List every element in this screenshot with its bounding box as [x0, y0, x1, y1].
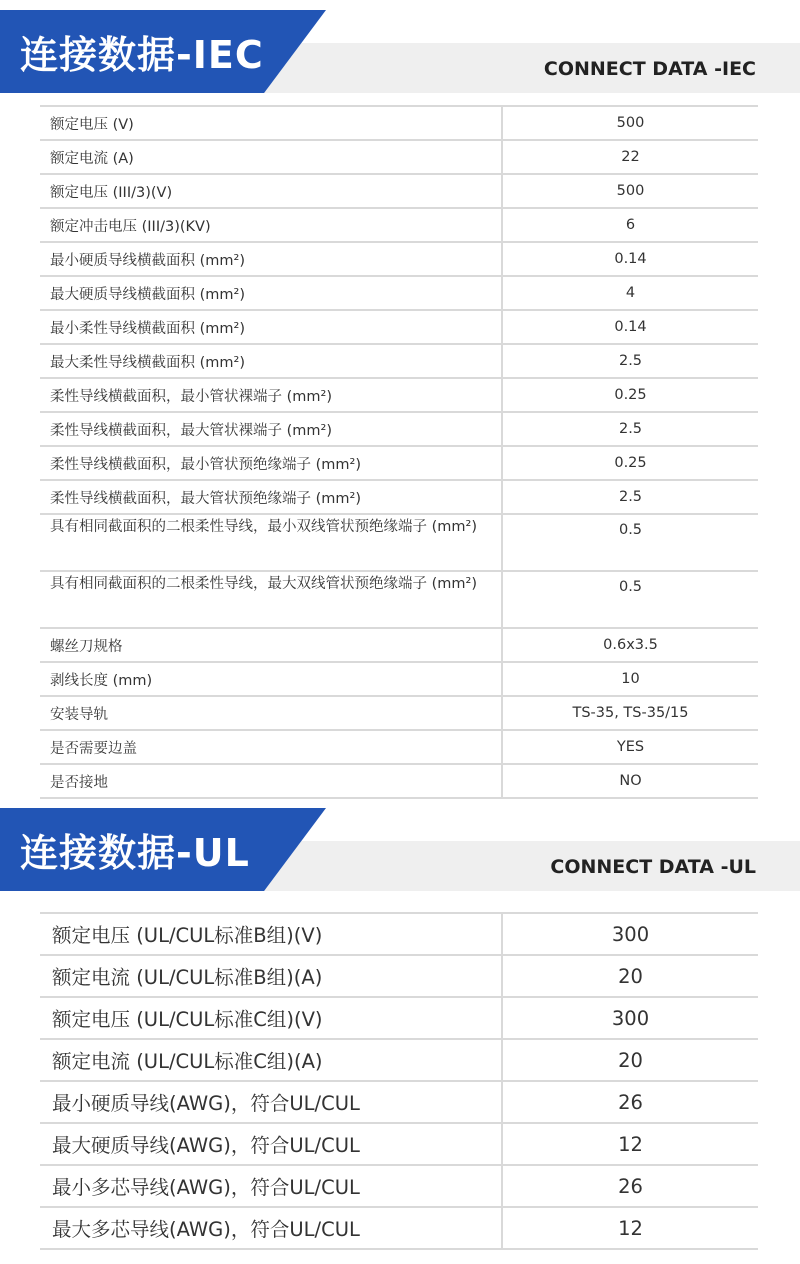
table-row — [40, 913, 758, 955]
iec-data-table — [40, 105, 758, 799]
row-label: 最大多芯导线(AWG)，符合UL/CUL — [40, 1207, 502, 1249]
table-row — [40, 730, 758, 764]
row-value: 500 — [502, 174, 758, 208]
table-row — [40, 662, 758, 696]
table-row — [40, 106, 758, 140]
row-value: 0.14 — [502, 242, 758, 276]
row-value: 0.6x3.5 — [502, 628, 758, 662]
row-value: 0.14 — [502, 310, 758, 344]
table-row — [40, 955, 758, 997]
row-value: 12 — [502, 1207, 758, 1249]
row-value: 26 — [502, 1081, 758, 1123]
row-label: 具有相同截面积的二根柔性导线，最大双线管状预绝缘端子 (mm²) — [40, 571, 502, 628]
table-row — [40, 1207, 758, 1249]
row-label: 具有相同截面积的二根柔性导线，最小双线管状预绝缘端子 (mm²) — [40, 514, 502, 571]
table-row — [40, 378, 758, 412]
row-label: 最小多芯导线(AWG)，符合UL/CUL — [40, 1165, 502, 1207]
row-label: 额定电流 (A) — [40, 140, 502, 174]
row-label: 额定冲击电压 (III/3)(KV) — [40, 208, 502, 242]
row-value: 500 — [502, 106, 758, 140]
row-value: 22 — [502, 140, 758, 174]
row-value: 2.5 — [502, 412, 758, 446]
iec-section-subtitle: CONNECT DATA -IEC — [543, 58, 756, 80]
row-label: 柔性导线横截面积，最大管状裸端子 (mm²) — [40, 412, 502, 446]
table-row — [40, 628, 758, 662]
row-label: 最大硬质导线(AWG)，符合UL/CUL — [40, 1123, 502, 1165]
table-row — [40, 764, 758, 798]
row-label: 额定电压 (III/3)(V) — [40, 174, 502, 208]
table-row — [40, 696, 758, 730]
row-value: 26 — [502, 1165, 758, 1207]
row-label: 额定电压 (UL/CUL标准B组)(V) — [40, 913, 502, 955]
row-label: 柔性导线横截面积，最大管状预绝缘端子 (mm²) — [40, 480, 502, 514]
row-label: 是否接地 — [40, 764, 502, 798]
row-value: 10 — [502, 662, 758, 696]
row-label: 柔性导线横截面积，最小管状裸端子 (mm²) — [40, 378, 502, 412]
row-label: 最小硬质导线(AWG)，符合UL/CUL — [40, 1081, 502, 1123]
iec-header-banner — [0, 0, 800, 95]
row-label: 剥线长度 (mm) — [40, 662, 502, 696]
iec-section-title: 连接数据-IEC — [20, 33, 264, 77]
row-value: 300 — [502, 997, 758, 1039]
ul-header-banner — [0, 798, 800, 893]
row-label: 最大硬质导线横截面积 (mm²) — [40, 276, 502, 310]
table-row — [40, 480, 758, 514]
row-value: 12 — [502, 1123, 758, 1165]
row-value: NO — [502, 764, 758, 798]
row-label: 是否需要边盖 — [40, 730, 502, 764]
row-value: 20 — [502, 1039, 758, 1081]
ul-section-subtitle: CONNECT DATA -UL — [550, 856, 756, 878]
row-label: 安装导轨 — [40, 696, 502, 730]
row-label: 额定电压 (UL/CUL标准C组)(V) — [40, 997, 502, 1039]
table-row — [40, 571, 758, 628]
row-label: 最小柔性导线横截面积 (mm²) — [40, 310, 502, 344]
row-value: 0.5 — [502, 571, 758, 628]
row-label: 额定电流 (UL/CUL标准B组)(A) — [40, 955, 502, 997]
row-value: 0.25 — [502, 378, 758, 412]
row-value: 0.25 — [502, 446, 758, 480]
ul-section-title: 连接数据-UL — [20, 831, 250, 875]
table-row — [40, 1081, 758, 1123]
ul-section — [0, 798, 800, 1241]
row-label: 最小硬质导线横截面积 (mm²) — [40, 242, 502, 276]
table-row — [40, 140, 758, 174]
table-row — [40, 208, 758, 242]
row-value: 2.5 — [502, 480, 758, 514]
row-value: 6 — [502, 208, 758, 242]
table-row — [40, 1039, 758, 1081]
row-value: 4 — [502, 276, 758, 310]
table-row — [40, 310, 758, 344]
row-value: 20 — [502, 955, 758, 997]
row-label: 额定电流 (UL/CUL标准C组)(A) — [40, 1039, 502, 1081]
row-value: TS-35, TS-35/15 — [502, 696, 758, 730]
table-row — [40, 412, 758, 446]
table-row — [40, 1123, 758, 1165]
row-label: 最大柔性导线横截面积 (mm²) — [40, 344, 502, 378]
row-value: 300 — [502, 913, 758, 955]
row-value: 2.5 — [502, 344, 758, 378]
table-row — [40, 344, 758, 378]
row-label: 额定电压 (V) — [40, 106, 502, 140]
ul-data-table — [40, 912, 758, 1250]
table-row — [40, 446, 758, 480]
table-row — [40, 997, 758, 1039]
row-value: YES — [502, 730, 758, 764]
table-row — [40, 242, 758, 276]
table-row — [40, 514, 758, 571]
table-row — [40, 276, 758, 310]
row-value: 0.5 — [502, 514, 758, 571]
table-row — [40, 1165, 758, 1207]
table-row — [40, 174, 758, 208]
row-label: 柔性导线横截面积，最小管状预绝缘端子 (mm²) — [40, 446, 502, 480]
row-label: 螺丝刀规格 — [40, 628, 502, 662]
